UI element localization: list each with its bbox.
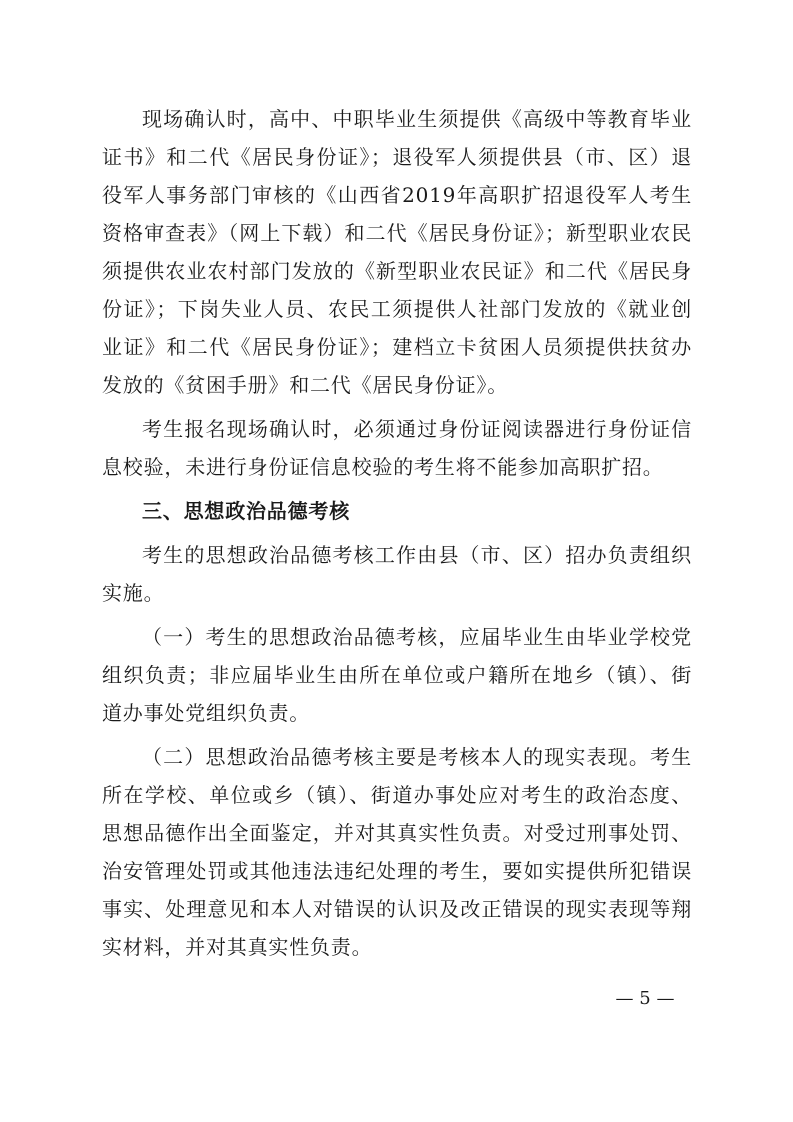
paragraph-assessment-responsibility: 考生的思想政治品德考核工作由县（市、区）招办负责组织实施。 [102, 543, 692, 605]
document-body [102, 100, 692, 966]
paragraph-assessment-item-2: （二）思想政治品德考核主要是考核本人的现实表现。考生所在学校、单位或乡（镇）、街道办事处应对考生的政治态度、思想品德作出全面鉴定，并对其真实性负责。对受过刑事处罚、治安管理处罚或其他违法违纪处理的考生，要如实提供所犯错误事实、处理意见和本人对错误的认识及改正错误的现实表现等翔实材料，并对其真实性负责。 [102, 745, 692, 959]
section-heading: 三、思想政治品德考核 [142, 499, 350, 523]
page-number: — 5 — [615, 988, 675, 1009]
paragraph-confirmation-documents: 现场确认时，高中、中职毕业生须提供《高级中等教育毕业证书》和二代《居民身份证》；退役军人须提供县（市、区）退役军人事务部门审核的《山西省2019年高职扩招退役军人考生资格审查表》（网上下载）和二代《居民身份证》；新型职业农民须提供农业农村部门发放的《新型职业农民证》和二代《居民身份证》；下岗失业人员、农民工须提供人社部门发放的《就业创业证》和二代《居民身份证》；建档立卡贫困人员须提供扶贫办发放的《贫困手册》和二代《居民身份证》。 [102, 107, 692, 397]
paragraph-id-verification: 考生报名现场确认时，必须通过身份证阅读器进行身份证信息校验，未进行身份证信息校验的考生将不能参加高职扩招。 [102, 417, 692, 479]
paragraph-assessment-item-1: （一）考生的思想政治品德考核，应届毕业生由毕业学校党组织负责；非应届毕业生由所在单位或户籍所在地乡（镇）、街道办事处党组织负责。 [102, 625, 692, 725]
